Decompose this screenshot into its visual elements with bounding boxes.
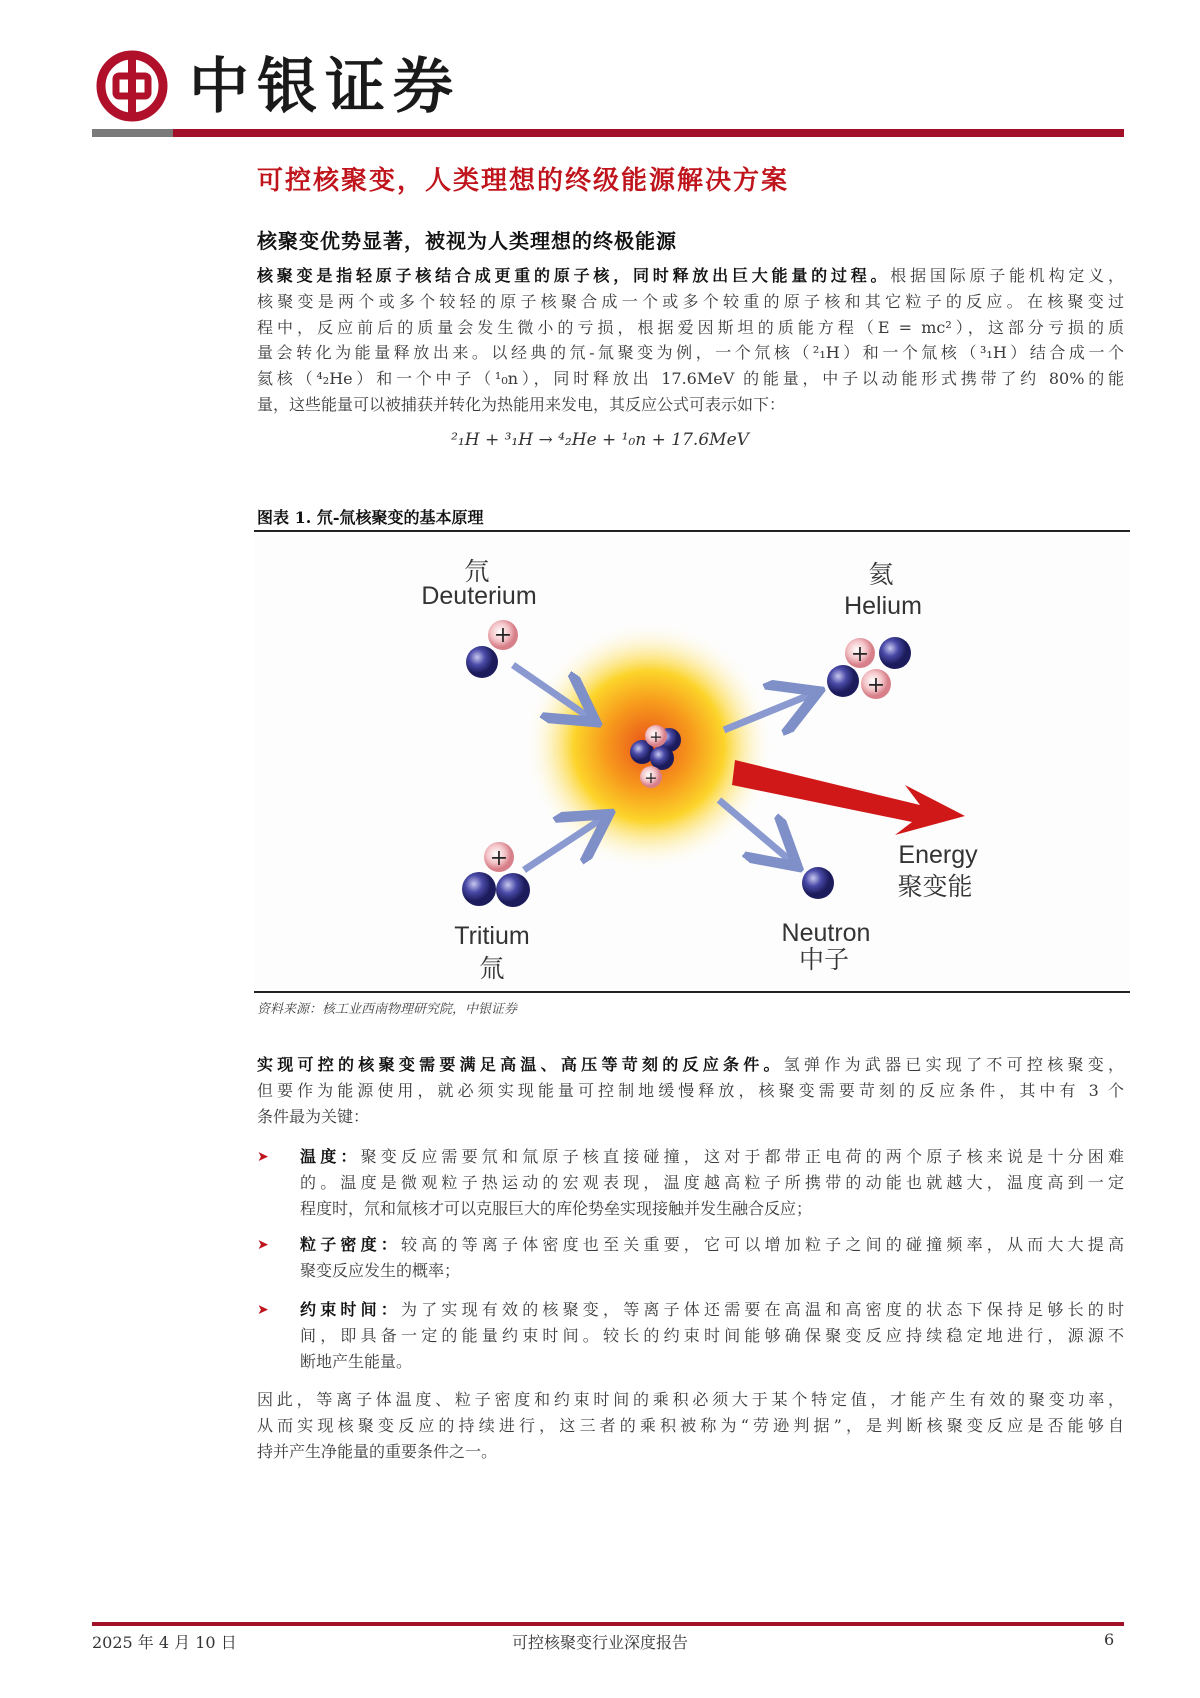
text: 为了实现有效的核聚变，等离子体还需要在高温和高密度的状态下保持足够长的时 — [401, 1300, 1124, 1319]
text: 根据国际原子能机构定义， — [890, 266, 1124, 285]
label-tritium: Tritium — [454, 922, 530, 950]
fusion-diagram — [254, 535, 1130, 989]
bullet-line — [300, 1297, 1124, 1323]
text: 氢弹作为武器已实现了不可控核聚变， — [783, 1055, 1124, 1074]
figure-source: 资料来源：核工业西南物理研究院，中银证券 — [257, 1002, 518, 1017]
lead-sentence: 核聚变是指轻原子核结合成更重的原子核，同时释放出巨大能量的过程。 — [257, 266, 891, 285]
label-energy: Energy — [898, 841, 978, 869]
paragraph-line: 条件最为关键： — [257, 1107, 370, 1126]
paragraph-line: 量，这些能量可以被捕获并转化为热能用来发电，其反应公式可表示如下： — [257, 395, 786, 414]
bullet-line: 的。温度是微观粒子热运动的宏观表现，温度越高粒子所携带的动能也就越大，温度高到一定 — [300, 1173, 1124, 1192]
bullet-line: 聚变反应发生的概率； — [300, 1261, 461, 1280]
figure-bottom-rule — [254, 991, 1130, 993]
brand-name: 中银证券 — [189, 52, 461, 122]
paragraph-line: 从而实现核聚变反应的持续进行，这三者的乘积被称为“劳逊判据”，是判断核聚变反应是否能够自 — [257, 1416, 1124, 1435]
label-energy-cn: 聚变能 — [897, 873, 973, 901]
bullet-line: 断地产生能量。 — [300, 1352, 413, 1371]
svg-text:+: + — [493, 623, 513, 648]
label-helium-cn: 氦 — [868, 561, 894, 589]
figure-top-rule — [254, 530, 1130, 532]
footer-report-title: 可控核聚变行业深度报告 — [511, 1633, 688, 1652]
bullet-line — [300, 1232, 1124, 1258]
bullet-line: 程度时，氘和氚核才可以克服巨大的库伦势垒实现接触并发生融合反应； — [300, 1199, 813, 1218]
lead-sentence: 实现可控的核聚变需要满足高温、高压等苛刻的反应条件。 — [257, 1055, 784, 1074]
label-tritium-cn: 氚 — [479, 955, 505, 983]
neutron-particle — [802, 867, 834, 899]
bullet-arrow-icon: ➤ — [257, 1302, 269, 1318]
text: 聚变反应需要氘和氚原子核直接碰撞，这对于都带正电荷的两个原子核来说是十分困难 — [360, 1147, 1124, 1166]
paragraph-line — [257, 1052, 1124, 1078]
label-deuterium-cn: 氘 — [464, 558, 490, 586]
bank-of-china-logo — [94, 48, 170, 124]
label-neutron: Neutron — [781, 919, 871, 947]
svg-text:+: + — [644, 768, 658, 787]
svg-text:+: + — [649, 727, 663, 746]
label-deuterium: Deuterium — [421, 582, 537, 610]
paragraph-line: 持并产生净能量的重要条件之一。 — [257, 1442, 498, 1461]
svg-text:+: + — [866, 673, 886, 698]
section-subtitle: 核聚变优势显著，被视为人类理想的终极能源 — [257, 229, 677, 253]
paragraph-line: 氦核（⁴₂He）和一个中子（¹₀n），同时释放出 17.6MeV 的能量，中子以动能形式携带了约 80%的能 — [257, 369, 1124, 388]
section-title: 可控核聚变，人类理想的终级能源解决方案 — [257, 166, 790, 196]
bullet-term: 粒子密度： — [300, 1235, 401, 1254]
footer-date: 2025 年 4 月 10 日 — [92, 1633, 237, 1652]
bullet-line: 间，即具备一定的能量约束时间。较长的约束时间能够确保聚变反应持续稳定地进行，源源不 — [300, 1326, 1124, 1345]
paragraph-line: 量会转化为能量释放出来。以经典的氘-氚聚变为例，一个氘核（²₁H）和一个氚核（³₁H）结合成一个 — [257, 343, 1124, 362]
paragraph-line: 但要作为能源使用，就必须实现能量可控制地缓慢释放，核聚变需要苛刻的反应条件，其中有 3 个 — [257, 1081, 1124, 1100]
svg-text:+: + — [489, 846, 509, 871]
paragraph-line: 程中，反应前后的质量会发生微小的亏损，根据爱因斯坦的质能方程（E = mc²），这部分亏损的质 — [257, 318, 1124, 337]
bullet-arrow-icon: ➤ — [257, 1237, 269, 1253]
bullet-term: 约束时间： — [300, 1300, 401, 1319]
text: 较高的等离子体密度也至关重要，它可以增加粒子之间的碰撞频率，从而大大提高 — [401, 1235, 1124, 1254]
paragraph-line: 核聚变是两个或多个较轻的原子核聚合成一个或多个较重的原子核和其它粒子的反应。在核聚变过 — [257, 292, 1124, 311]
label-neutron-cn: 中子 — [798, 946, 850, 974]
bullet-line — [300, 1144, 1124, 1170]
svg-text:+: + — [850, 642, 870, 667]
fusion-formula: ²₁H + ³₁H → ⁴₂He + ¹₀n + 17.6MeV — [451, 430, 749, 450]
page-number: 6 — [1104, 1630, 1115, 1649]
figure-caption: 图表 1. 氘-氚核聚变的基本原理 — [257, 508, 484, 527]
paragraph-line — [257, 263, 1124, 289]
bullet-arrow-icon: ➤ — [257, 1149, 269, 1165]
header-divider-red — [173, 129, 1124, 137]
label-helium: Helium — [844, 592, 922, 620]
header-divider-grey — [92, 129, 173, 137]
paragraph-line: 因此，等离子体温度、粒子密度和约束时间的乘积必须大于某个特定值，才能产生有效的聚变功率， — [257, 1390, 1124, 1409]
bullet-term: 温度： — [300, 1147, 361, 1166]
footer-divider — [92, 1622, 1124, 1626]
